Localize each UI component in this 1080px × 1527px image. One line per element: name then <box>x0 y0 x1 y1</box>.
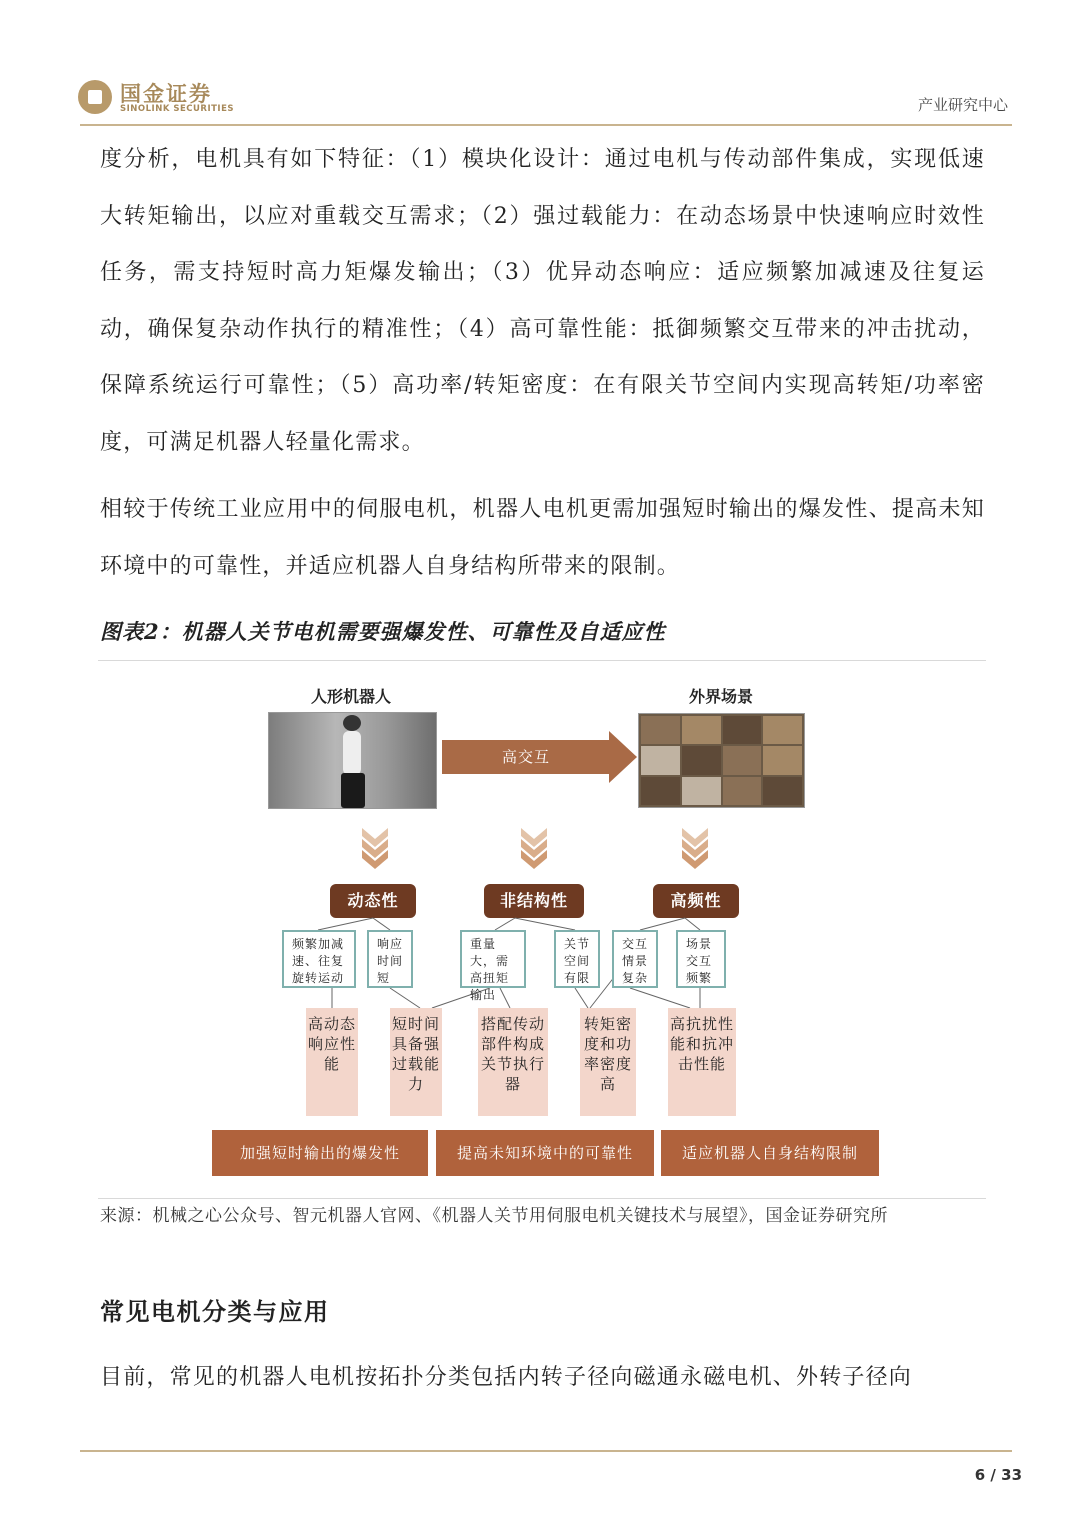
footer-divider <box>80 1450 1012 1452</box>
header-department: 产业研究中心 <box>917 96 1008 114</box>
outcome-structure-adaptation: 适应机器人自身结构限制 <box>661 1130 879 1176</box>
figure-source: 来源：机械之心公众号、智元机器人官网、《机器人关节用伺服电机关键技术与展望》，国金证券研究所 <box>100 1206 888 1226</box>
outcome-reliability: 提高未知环境中的可靠性 <box>436 1130 654 1176</box>
page-number: 6 / 33 <box>974 1466 1022 1484</box>
req-overload-capacity: 短时间具备强过载能力 <box>390 1008 442 1116</box>
detail-limited-joint-space: 关节空间有限 <box>554 930 600 988</box>
outcome-burst-output: 加强短时输出的爆发性 <box>212 1130 428 1176</box>
req-dynamic-response: 高动态响应性能 <box>306 1008 358 1116</box>
category-unstructured: 非结构性 <box>484 884 584 918</box>
interaction-arrow: 高交互 <box>442 740 610 774</box>
paragraph-motor-features: 度分析，电机具有如下特征：（1）模块化设计：通过电机与传动部件集成，实现低速大转矩输出，以应对重载交互需求；（2）强过载能力：在动态场景中快速响应时效性任务，需支持短时高力矩爆发输出；（3）优异动态响应：适应频繁加减速及往复运动，确保复杂动作执行的精准性；（4）高可靠性能：抵御频繁交互带来的冲击扰动，保障系统运行可靠性；（5）高功率/转矩密度：在有限关节空间内实现高转矩/功率密度，可满足机器人轻量化需求。 <box>100 147 985 455</box>
detail-frequent-accel: 频繁加减速、往复旋转运动 <box>282 930 356 988</box>
section-heading: 常见电机分类与应用 <box>100 1297 330 1326</box>
robot-legs-shape <box>341 773 365 808</box>
detail-frequent-scene: 场景交互频繁 <box>676 930 726 988</box>
detail-complex-interaction: 交互情景复杂 <box>612 930 658 988</box>
label-external-scene: 外界场景 <box>688 687 753 706</box>
chevron-down-icon <box>360 826 390 872</box>
detail-heavy-torque: 重量大，需高扭矩输出 <box>460 930 526 988</box>
figure-bottom-rule <box>98 1198 986 1199</box>
logo-text-cn: 国金证券 <box>120 82 212 106</box>
chevron-down-icon <box>519 826 549 872</box>
label-humanoid-robot: 人形机器人 <box>310 687 391 706</box>
category-dynamics: 动态性 <box>330 884 416 918</box>
scene-collage-image <box>638 713 805 808</box>
arrow-head-icon <box>609 731 637 783</box>
logo-text-en: SINOLINK SECURITIES <box>120 104 235 114</box>
req-joint-actuator: 搭配传动部件构成关节执行器 <box>478 1008 548 1116</box>
header-divider <box>80 124 1012 126</box>
req-torque-density: 转矩密度和功率密度高 <box>580 1008 636 1116</box>
robot-head-shape <box>343 715 361 731</box>
req-anti-disturbance: 高抗扰性能和抗冲击性能 <box>668 1008 736 1116</box>
figure-title: 图表2：机器人关节电机需要强爆发性、可靠性及自适应性 <box>100 619 666 644</box>
sinolink-logo-icon <box>78 80 112 114</box>
detail-short-response: 响应时间短 <box>367 930 413 988</box>
figure-top-rule <box>98 660 986 661</box>
category-high-frequency: 高频性 <box>653 884 739 918</box>
chevron-down-icon <box>680 826 710 872</box>
paragraph-motor-classification: 目前，常见的机器人电机按拓扑分类包括内转子径向磁通永磁电机、外转子径向 <box>100 1365 913 1390</box>
paragraph-servo-comparison: 相较于传统工业应用中的伺服电机，机器人电机更需加强短时输出的爆发性、提高未知环境中的可靠性，并适应机器人自身结构所带来的限制。 <box>100 497 985 579</box>
robot-body-shape <box>343 731 361 775</box>
humanoid-robot-image <box>268 712 437 809</box>
